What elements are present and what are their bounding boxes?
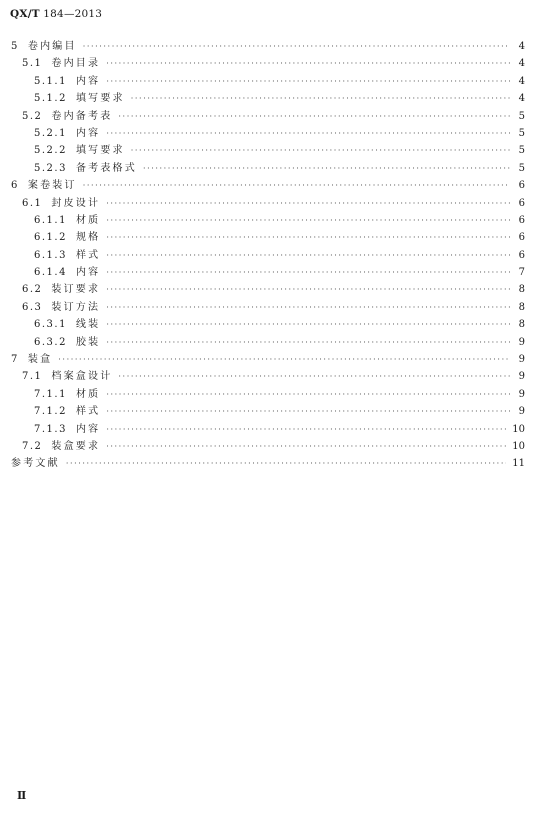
dot-leader — [83, 181, 510, 190]
toc-entry-page: 5 — [518, 127, 525, 139]
dot-leader — [131, 146, 510, 155]
toc-entry-page: 8 — [518, 284, 525, 296]
toc-entry-page: 6 — [518, 214, 525, 226]
toc-entry[interactable] — [11, 280, 525, 297]
page-number: Ⅱ — [17, 789, 27, 802]
toc-entry-number: 6 — [11, 180, 19, 192]
document-header — [10, 8, 102, 20]
dot-leader — [106, 268, 510, 277]
dot-leader — [131, 94, 510, 103]
toc-entry-number: 6.3.2 — [34, 336, 67, 348]
toc-entry-number: 5.2.2 — [34, 145, 67, 157]
toc-entry-title: 装盒 — [27, 354, 53, 366]
dot-leader — [58, 355, 510, 364]
dot-leader — [106, 129, 510, 138]
dot-leader — [106, 77, 510, 86]
toc-entry[interactable] — [11, 211, 525, 228]
toc-entry-number: 7.1.3 — [34, 423, 67, 435]
toc-entry[interactable] — [11, 37, 525, 54]
toc-entry-number: 5 — [11, 41, 19, 52]
toc-entry-page: 5 — [518, 162, 525, 174]
toc-entry-title: 胶装 — [75, 336, 101, 348]
toc-entry-title: 填写要求 — [75, 93, 125, 105]
toc-entry-title: 内容 — [75, 75, 101, 87]
dot-leader — [106, 407, 510, 416]
toc-entry-page: 4 — [518, 75, 525, 87]
toc-entry-title: 材质 — [75, 388, 101, 400]
toc-entry[interactable] — [11, 454, 525, 471]
toc-entry-title: 材质 — [75, 214, 101, 226]
dot-leader — [106, 425, 506, 434]
toc-entry-number: 6.1.2 — [34, 232, 67, 244]
toc-entry-title: 档案盒设计 — [51, 371, 113, 383]
toc-entry-title: 案卷装订 — [27, 180, 77, 192]
toc-entry-number: 5.2.3 — [34, 162, 67, 174]
toc-entry-page: 9 — [518, 354, 525, 366]
toc-entry[interactable] — [11, 124, 525, 141]
toc-entry-number: 6.1.4 — [34, 267, 67, 279]
toc-entry-title: 填写要求 — [75, 145, 125, 157]
toc-entry[interactable] — [11, 263, 525, 280]
toc-entry[interactable] — [11, 367, 525, 384]
toc-entry-number: 5.1 — [22, 58, 43, 70]
toc-entry-number: 5.2 — [22, 110, 43, 122]
toc-entry-page: 10 — [512, 440, 525, 452]
dot-leader — [118, 112, 510, 121]
dot-leader — [106, 442, 506, 451]
toc-entry-title: 卷内编目 — [27, 41, 77, 52]
toc-entry-page: 5 — [518, 110, 525, 122]
standard-number: 184—2013 — [43, 8, 103, 20]
toc-entry[interactable] — [11, 141, 525, 158]
toc-entry[interactable] — [11, 54, 525, 71]
toc-entry-title: 样式 — [75, 406, 101, 418]
toc-entry-number: 7.1.1 — [34, 388, 67, 400]
dot-leader — [143, 164, 510, 173]
toc-entry-number: 7 — [11, 354, 19, 366]
toc-entry-title: 样式 — [75, 249, 101, 261]
dot-leader — [106, 199, 510, 208]
toc-entry-page: 9 — [518, 336, 525, 348]
dot-leader — [106, 338, 510, 347]
toc-entry[interactable] — [11, 194, 525, 211]
toc-entry-title: 参考文献 — [11, 458, 60, 470]
toc-entry-title: 装盒要求 — [51, 440, 101, 452]
toc-entry-page: 5 — [518, 145, 525, 157]
toc-entry-page: 9 — [518, 371, 525, 383]
toc-entry-page: 4 — [518, 58, 525, 70]
toc-entry-number: 7.1 — [22, 371, 43, 383]
toc-entry-number: 6.2 — [22, 284, 43, 296]
toc-entry-number: 6.1.3 — [34, 249, 67, 261]
table-of-contents — [11, 37, 525, 472]
toc-entry[interactable] — [11, 107, 525, 124]
toc-entry-page: 8 — [518, 319, 525, 331]
toc-entry-title: 线装 — [75, 319, 101, 331]
dot-leader — [118, 372, 510, 381]
toc-entry[interactable] — [11, 176, 525, 193]
toc-entry-title: 卷内备考表 — [51, 110, 113, 122]
toc-entry[interactable] — [11, 228, 525, 245]
toc-entry-title: 封皮设计 — [51, 197, 101, 209]
toc-entry-title: 规格 — [75, 232, 101, 244]
toc-entry-title: 装订方法 — [51, 301, 101, 313]
toc-entry-title: 装订要求 — [51, 284, 101, 296]
dot-leader — [83, 42, 510, 51]
toc-entry[interactable] — [11, 333, 525, 350]
toc-entry-page: 6 — [518, 180, 525, 192]
toc-entry-title: 内容 — [75, 127, 101, 139]
toc-entry-number: 6.1 — [22, 197, 43, 209]
toc-entry-number: 5.2.1 — [34, 127, 67, 139]
toc-entry[interactable] — [11, 298, 525, 315]
toc-entry[interactable] — [11, 420, 525, 437]
toc-entry-page: 7 — [518, 267, 525, 279]
dot-leader — [66, 459, 506, 468]
toc-entry-number: 7.2 — [22, 440, 43, 452]
toc-entry-number: 5.1.1 — [34, 75, 67, 87]
toc-entry-page: 9 — [518, 406, 525, 418]
toc-entry-number: 5.1.2 — [34, 93, 67, 105]
dot-leader — [106, 390, 510, 399]
toc-entry-page: 10 — [512, 423, 525, 435]
toc-entry-number: 6.3.1 — [34, 319, 67, 331]
standard-code: QX/T — [10, 8, 40, 20]
toc-entry-page: 8 — [518, 301, 525, 313]
toc-entry-page: 11 — [512, 458, 525, 470]
toc-entry[interactable] — [11, 350, 525, 367]
toc-entry-page: 4 — [518, 41, 525, 52]
toc-entry-page: 9 — [518, 388, 525, 400]
toc-entry[interactable] — [11, 315, 525, 332]
toc-entry-number: 6.1.1 — [34, 214, 67, 226]
toc-entry[interactable] — [11, 402, 525, 419]
toc-entry-number: 6.3 — [22, 301, 43, 313]
toc-entry-title: 备考表格式 — [75, 162, 137, 174]
dot-leader — [106, 285, 510, 294]
dot-leader — [106, 233, 510, 242]
toc-entry-page: 6 — [518, 197, 525, 209]
dot-leader — [106, 251, 510, 260]
dot-leader — [106, 303, 510, 312]
toc-entry[interactable] — [11, 246, 525, 263]
toc-entry-title: 卷内目录 — [51, 58, 101, 70]
toc-entry-page: 4 — [518, 93, 525, 105]
toc-entry-title: 内容 — [75, 423, 101, 435]
dot-leader — [106, 320, 510, 329]
dot-leader — [106, 59, 510, 68]
toc-entry[interactable] — [11, 385, 525, 402]
toc-entry-page: 6 — [518, 232, 525, 244]
dot-leader — [106, 216, 510, 225]
toc-entry[interactable] — [11, 437, 525, 454]
toc-entry[interactable] — [11, 72, 525, 89]
toc-entry-title: 内容 — [75, 267, 101, 279]
toc-entry-page: 6 — [518, 249, 525, 261]
toc-entry[interactable] — [11, 89, 525, 106]
toc-entry[interactable] — [11, 159, 525, 176]
toc-entry-number: 7.1.2 — [34, 406, 67, 418]
